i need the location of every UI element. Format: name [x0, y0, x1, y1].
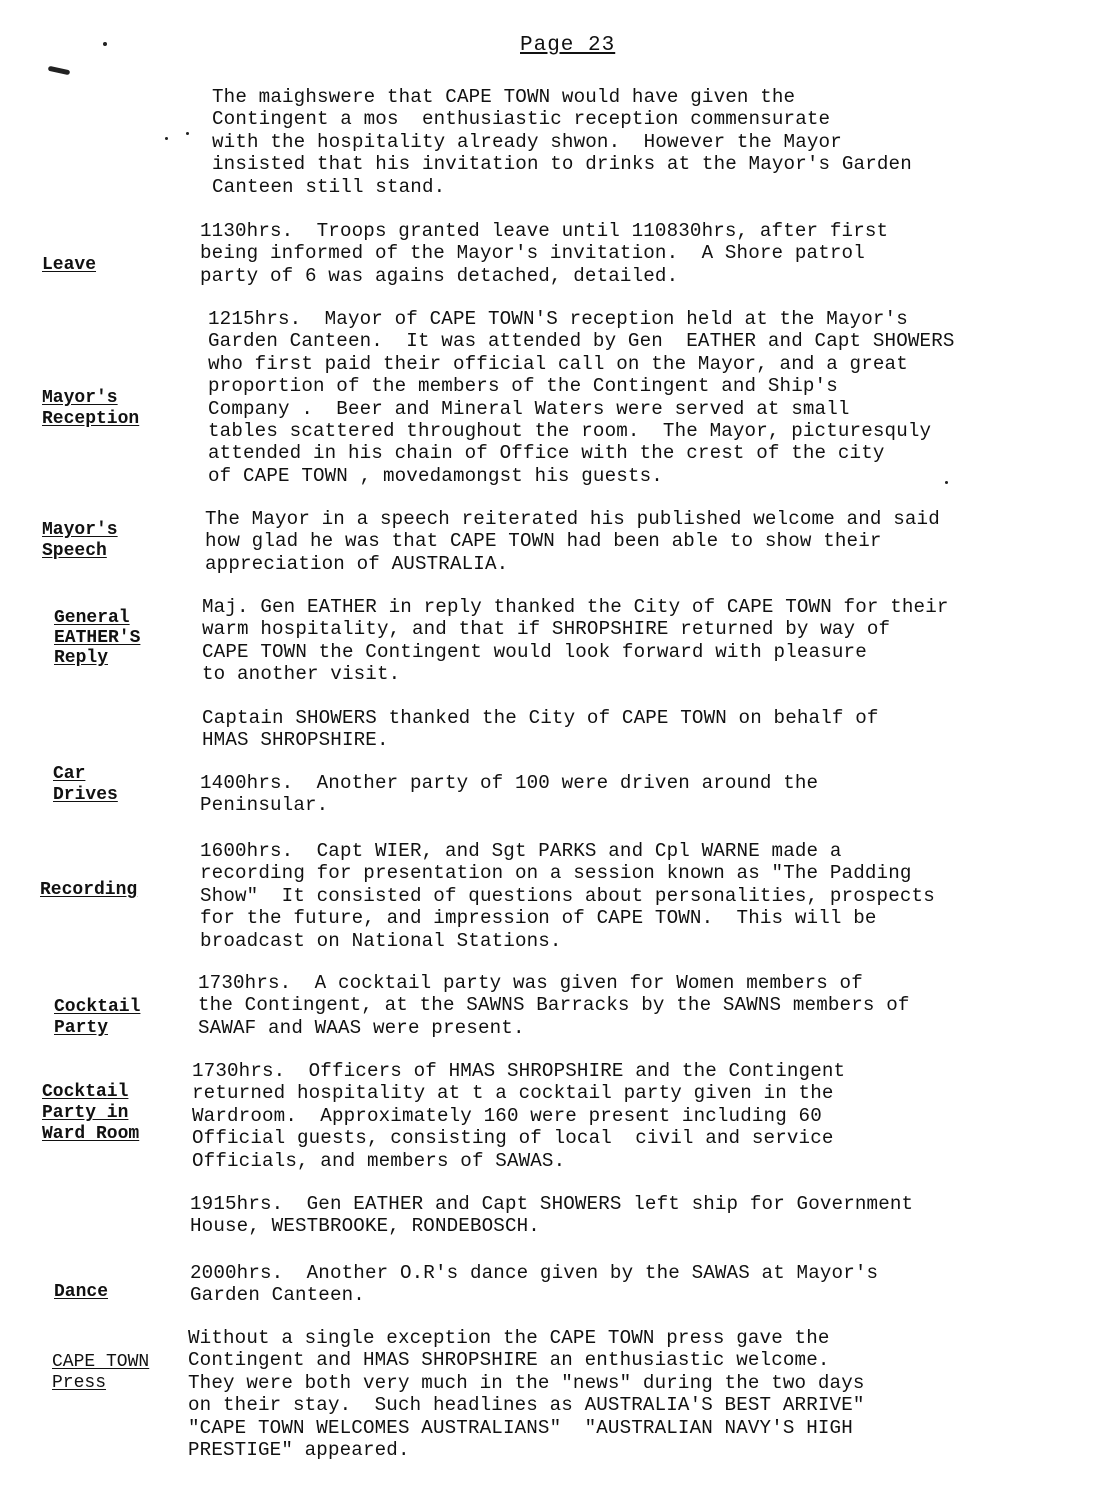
entry-text: 1915hrs. Gen EATHER and Capt SHOWERS left ship for Government House, WESTBROOKE, RONDEBOSCH.	[190, 1193, 914, 1238]
margin-label: Leave	[42, 255, 97, 275]
entry-text: Without a single exception the CAPE TOWN press gave the Contingent and HMAS SHROPSHIRE an enthusiastic welcome. They were both very much in the "news" during the two days on their stay. Such headlines as AUSTRALIA'S BEST ARRIVE" "CAPE TOWN WELCOMES AUSTRALIANS" "AUSTRALIAN NAVY'S HIGH PRESTIGE" appeared.	[188, 1327, 865, 1462]
margin-label: Recording	[40, 880, 138, 900]
margin-label: CAPE TOWN Press	[52, 1352, 150, 1393]
entry-text: 1730hrs. Officers of HMAS SHROPSHIRE and the Contingent returned hospitality at t a cocktail party given in the Wardroom. Approximately 160 were present including 60 Official guests, consisting of local civil and service Officials, and members of SAWAS.	[192, 1060, 846, 1172]
entry-text: 1215hrs. Mayor of CAPE TOWN'S reception held at the Mayor's Garden Canteen. It was attended by Gen EATHER and Capt SHOWERS who first paid their official call on the Mayor, and a great proportion of the members of the Contingent and Ship's Company . Beer and Mineral Waters were served at small tables scattered throughout the room. The Mayor, picturesquly attended in his chain of Office with the crest of the city of CAPE TOWN , movedamongst his guests.	[208, 308, 955, 487]
margin-label: Mayor's Speech	[42, 520, 118, 561]
entry-text: Captain SHOWERS thanked the City of CAPE TOWN on behalf of HMAS SHROPSHIRE.	[202, 707, 879, 752]
margin-label: Cocktail Party in Ward Room	[42, 1082, 140, 1144]
margin-label: Car Drives	[53, 764, 118, 805]
entry-text: 1400hrs. Another party of 100 were driven around the Peninsular.	[200, 772, 819, 817]
margin-label: Dance	[54, 1282, 109, 1302]
entry-text: The maighswere that CAPE TOWN would have given the Contingent a mos enthusiastic reception commensurate with the hospitality already shwon. However the Mayor insisted that his invitation to drinks at the Mayor's Garden Canteen still stand.	[212, 86, 912, 198]
scan-speck	[186, 132, 189, 135]
margin-label: Mayor's Reception	[42, 388, 140, 429]
entry-text: Maj. Gen EATHER in reply thanked the City of CAPE TOWN for their warm hospitality, and that if SHROPSHIRE returned by way of CAPE TOWN the Contingent would look forward with pleasure to another visit.	[202, 596, 949, 686]
entry-text: 1730hrs. A cocktail party was given for Women members of the Contingent, at the SAWNS Barracks by the SAWNS members of SAWAF and WAAS were present.	[198, 972, 910, 1039]
scan-speck	[165, 137, 168, 140]
entry-text: 1130hrs. Troops granted leave until 110830hrs, after first being informed of the Mayor's invitation. A Shore patrol party of 6 was agains detached, detailed.	[200, 220, 889, 287]
entry-text: 2000hrs. Another O.R's dance given by the SAWAS at Mayor's Garden Canteen.	[190, 1262, 879, 1307]
scan-speck	[103, 42, 107, 46]
entry-text: 1600hrs. Capt WIER, and Sgt PARKS and Cpl WARNE made a recording for presentation on a session known as "The Padding Show" It consisted of questions about personalities, prospects for the future, and impression of CAPE TOWN. This will be broadcast on National Stations.	[200, 840, 935, 952]
entry-text: The Mayor in a speech reiterated his published welcome and said how glad he was that CAPE TOWN had been able to show their appreciation of AUSTRALIA.	[205, 508, 940, 575]
margin-label: General EATHER'S Reply	[54, 608, 141, 668]
page-number: Page 23	[520, 34, 616, 57]
margin-label: Cocktail Party	[54, 997, 141, 1038]
scan-mark	[48, 66, 71, 75]
